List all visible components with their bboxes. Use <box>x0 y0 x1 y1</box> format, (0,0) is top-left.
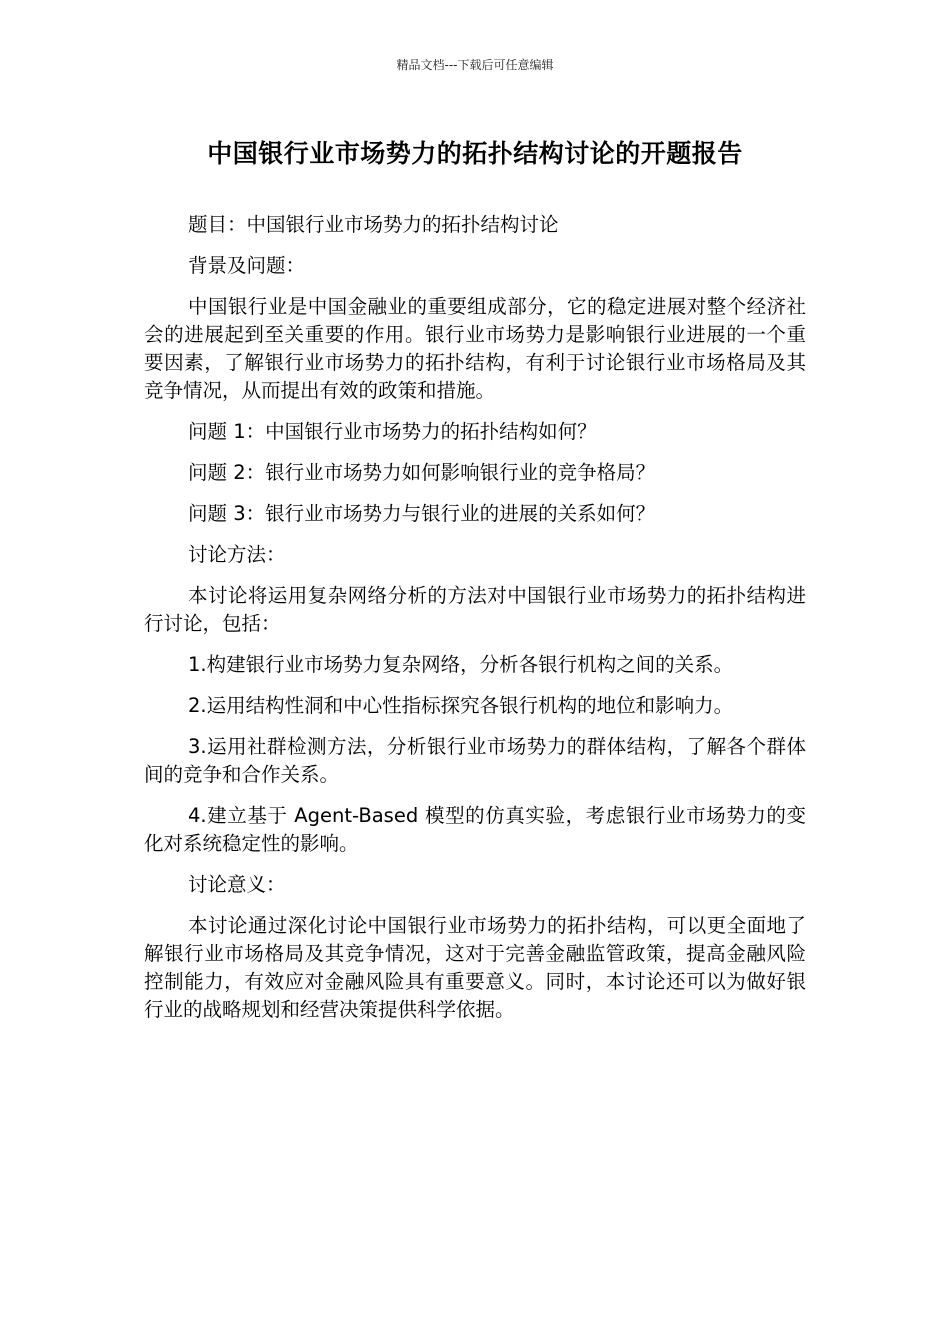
page-header: 精品文档---下载后可任意编辑 <box>396 58 554 72</box>
significance-paragraph: 本讨论通过深化讨论中国银行业市场势力的拓扑结构，可以更全面地了解银行业市场格局及其竞争情况，这对于完善金融监管政策，提高金融风险控制能力，有效应对金融风险具有重要意义。同时，本讨论还可以为做好银行业的战略规划和经营决策提供科学依据。 <box>144 914 806 1021</box>
question-2: 问题 2：银行业市场势力如何影响银行业的竞争格局？ <box>188 461 656 484</box>
section-heading-significance: 讨论意义： <box>188 873 286 896</box>
methods-intro-paragraph: 本讨论将运用复杂网络分析的方法对中国银行业市场势力的拓扑结构进行讨论，包括： <box>144 584 806 635</box>
document-title: 中国银行业市场势力的拓扑结构讨论的开题报告 <box>207 139 743 168</box>
question-3: 问题 3：银行业市场势力与银行业的进展的关系如何？ <box>188 502 656 525</box>
document-body <box>144 211 806 1037</box>
question-1: 问题 1：中国银行业市场势力的拓扑结构如何？ <box>188 420 597 443</box>
method-item-2: 2.运用结构性洞和中心性指标探究各银行机构的地位和影响力。 <box>188 694 734 717</box>
method-item-1: 1.构建银行业市场势力复杂网络，分析各银行机构之间的关系。 <box>188 653 734 676</box>
method-item-3: 3.运用社群检测方法，分析银行业市场势力的群体结构，了解各个群体间的竞争和合作关系。 <box>144 735 806 786</box>
section-heading-background: 背景及问题： <box>188 254 306 277</box>
background-paragraph: 中国银行业是中国金融业的重要组成部分，它的稳定进展对整个经济社会的进展起到至关重要的作用。银行业市场势力是影响银行业进展的一个重要因素，了解银行业市场势力的拓扑结构，有利于讨论银行业市场格局及其竞争情况，从而提出有效的政策和措施。 <box>144 295 806 402</box>
topic-line: 题目：中国银行业市场势力的拓扑结构讨论 <box>188 213 559 236</box>
method-item-4: 4.建立基于 Agent-Based 模型的仿真实验，考虑银行业市场势力的变化对系统稳定性的影响。 <box>144 804 806 855</box>
section-heading-methods: 讨论方法： <box>188 543 286 566</box>
